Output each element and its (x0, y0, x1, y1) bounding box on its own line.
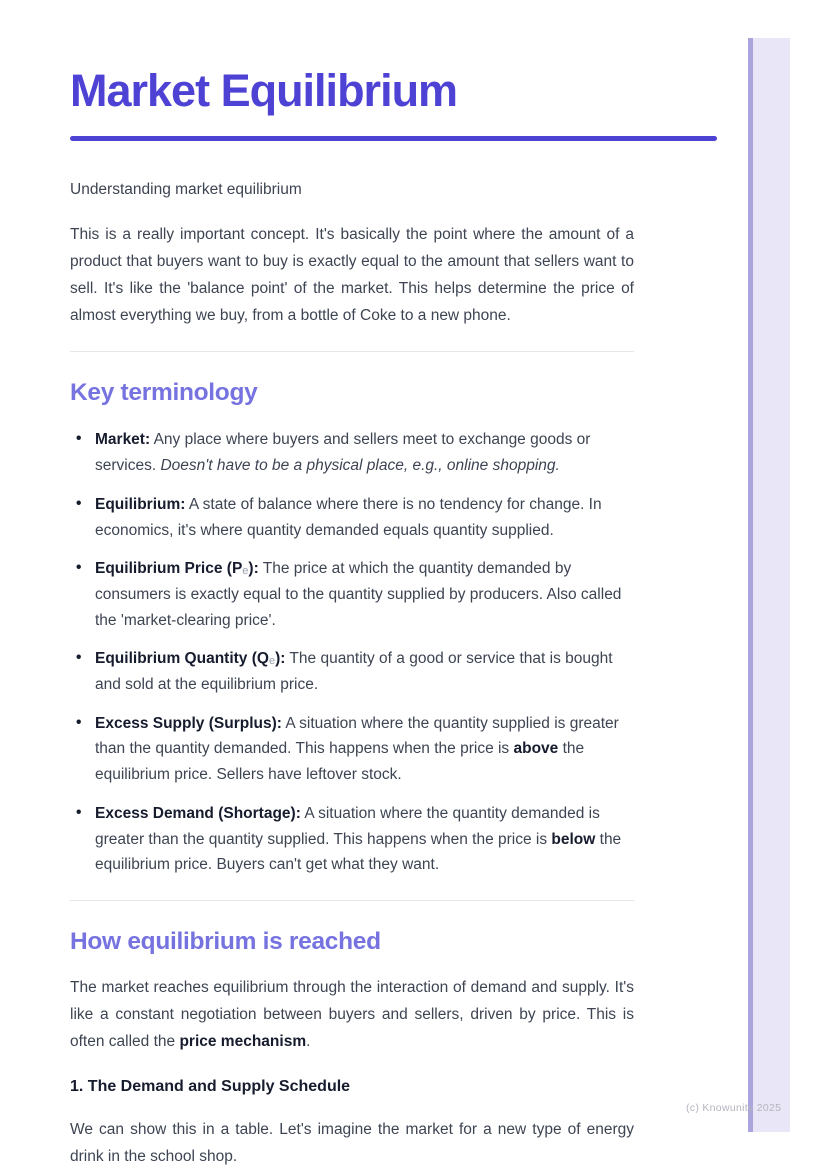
list-item-excess-demand: • Excess Demand (Shortage): A situation where the quantity demanded is greater than the quantity supplied. This happens when the price is below the equilibrium price. Buyers can't get what they want. (70, 801, 634, 878)
section-heading-key-terminology: Key terminology (70, 379, 258, 406)
text-column (70, 177, 634, 1170)
list-item-excess-supply: • Excess Supply (Surplus): A situation where the quantity supplied is greater than the quantity demanded. This happens when the price is above the equilibrium price. Sellers have leftover stock. (70, 711, 634, 788)
intro-paragraph: This is a really important concept. It's basically the point where the amount of a product that buyers want to buy is exactly equal to the amount that sellers want to sell. It's like the 'balance point' of the market. This helps determine the price of almost everything we buy, from a bottle of Coke to a new phone. (70, 226, 634, 324)
list-item-equilibrium: • Equilibrium: A state of balance where there is no tendency for change. In economics, it's where quantity demanded equals quantity supplied. (70, 492, 634, 543)
footer-credit: (c) Knowunity 2025 (686, 1102, 782, 1114)
section-divider (70, 351, 634, 352)
title-underline (70, 136, 717, 141)
list-item-equilibrium-quantity: • Equilibrium Quantity $(Q_e)$: The quantity of a good or service that is bought and sold at the equilibrium price. (70, 646, 634, 697)
schedule-paragraph: We can show this in a table. Let's imagine the market for a new type of energy drink in the school shop. (70, 1121, 634, 1166)
list-item-equilibrium-price: • Equilibrium Price $(P_e)$: The price at which the quantity demanded by consumers is exactly equal to the quantity supplied by producers. Also called the 'market-clearing price'. (70, 556, 634, 633)
terminology-list (70, 427, 634, 878)
intro-subtitle: Understanding market equilibrium (70, 181, 302, 198)
list-item-market: • Market: Any place where buyers and sellers meet to exchange goods or services. Doesn't have to be a physical place, e.g., online shopping. (70, 427, 634, 478)
side-strip (748, 38, 790, 1132)
equilibrium-paragraph: The market reaches equilibrium through the interaction of demand and supply. It's like a constant negotiation between buyers and sellers, driven by price. This is often called the price mechanism. (70, 979, 634, 1051)
page-title: Market Equilibrium (70, 65, 458, 116)
section-divider (70, 900, 634, 901)
subsection-heading-schedule: 1. The Demand and Supply Schedule (70, 1078, 351, 1096)
section-heading-how-equilibrium: How equilibrium is reached (70, 927, 381, 955)
